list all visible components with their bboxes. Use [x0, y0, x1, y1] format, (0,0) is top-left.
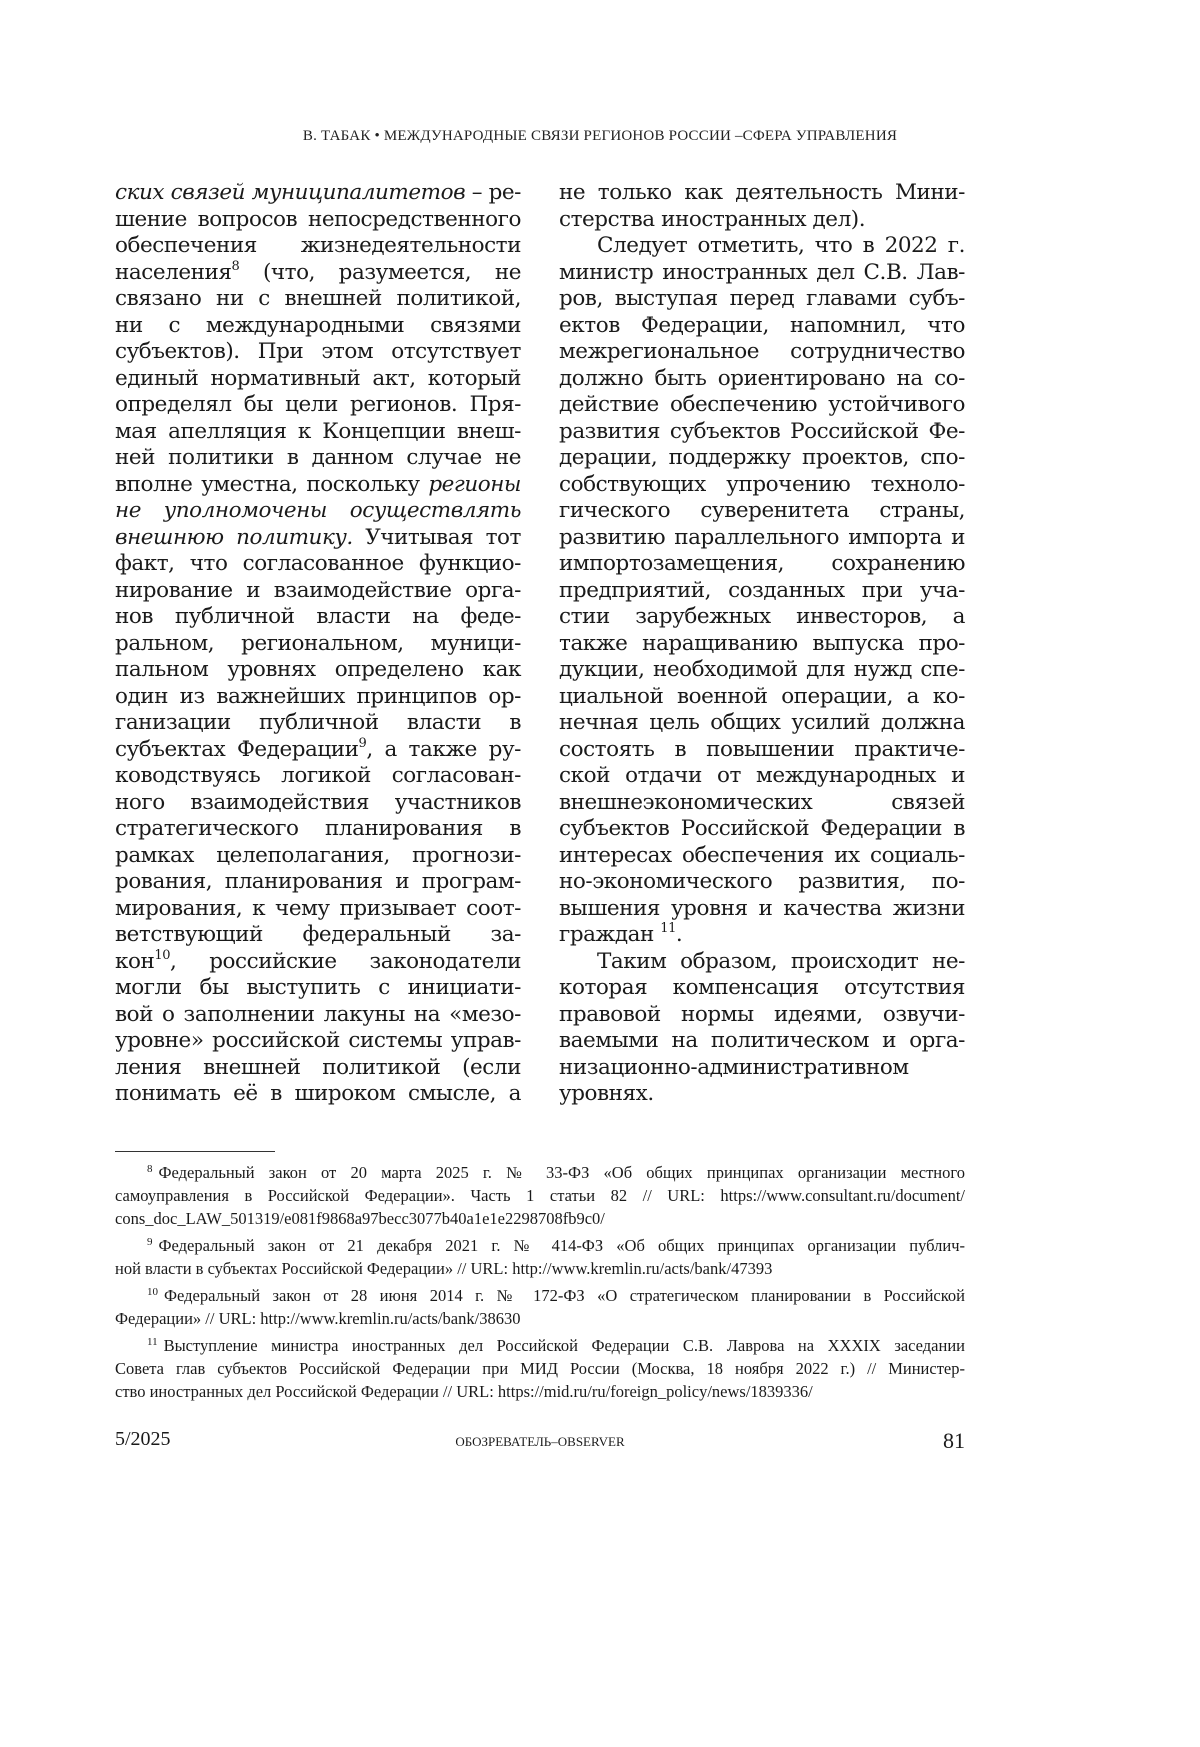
text-line: [559, 657, 965, 684]
text-line: [559, 525, 965, 552]
footnotes: [115, 1161, 965, 1407]
text-line: [559, 233, 965, 260]
text-line: [559, 551, 965, 578]
text-run: субъектов). При этом отсутствует: [115, 339, 521, 364]
left-column: [115, 180, 521, 1108]
text-line: [559, 896, 965, 923]
text-run: единый нормативный акт, который: [115, 366, 521, 391]
text-line: [115, 816, 521, 843]
text-run: ров, выступая перед главами субъ-: [559, 286, 965, 311]
text-run: правовой нормы идеями, озвучи-: [559, 1002, 965, 1027]
text-run: министр иностранных дел С.В. Лав-: [559, 260, 965, 285]
text-line: [115, 366, 521, 393]
text-line: [559, 949, 965, 976]
text-line: [115, 392, 521, 419]
text-run: дукции, необходимой для нужд спе-: [559, 657, 965, 682]
text-run: развитию параллельного импорта и: [559, 525, 965, 550]
text-line: [559, 313, 965, 340]
journal-name: ОБОЗРЕВАТЕЛЬ–OBSERVER: [115, 1434, 965, 1450]
text-run: стерства иностранных дел).: [559, 207, 865, 232]
text-run: стратегического планирования в: [115, 816, 521, 841]
footnote-number: 10: [147, 1286, 158, 1298]
text-line: [559, 975, 965, 1002]
text-line: [115, 233, 521, 260]
page-number: 81: [943, 1428, 965, 1454]
text-line: [559, 366, 965, 393]
footnote-ref: 9: [359, 736, 367, 751]
text-line: [559, 260, 965, 287]
text-line: [559, 286, 965, 313]
text-line: [115, 472, 521, 499]
text-run: населения: [115, 260, 231, 285]
text-run: но-экономического развития, по-: [559, 869, 965, 894]
text-run: факт, что согласованное функцио-: [115, 551, 521, 576]
text-line: [115, 286, 521, 313]
text-line: [115, 896, 521, 923]
text-line: [115, 525, 521, 552]
text-line: [115, 498, 521, 525]
footnote-text: самоуправления в Российской Федерации». Часть 1 статьи 82 // URL: https://www.consultant.ru/document/: [115, 1186, 965, 1205]
text-run: ральном, региональном, муници-: [115, 631, 521, 656]
text-run: субъектов Российской Федерации в: [559, 816, 965, 841]
text-line: [115, 578, 521, 605]
text-line: [559, 1002, 965, 1029]
text-line: [559, 790, 965, 817]
text-run: собствующих упрочению техноло-: [559, 472, 965, 497]
text-line: [559, 843, 965, 870]
text-run: низационно-административном: [559, 1055, 909, 1080]
footnote-number: 9: [147, 1236, 153, 1248]
footnote-line: [115, 1380, 965, 1403]
text-run: связано ни с внешней политикой,: [115, 286, 521, 311]
text-line: [115, 737, 521, 764]
text-line: [115, 551, 521, 578]
text-line: [115, 1081, 521, 1108]
text-run: уровне» российской системы управ-: [115, 1028, 521, 1053]
italic-text: ских связей муниципалитетов: [115, 180, 465, 205]
italic-text: не уполномочены осуществлять: [115, 498, 521, 523]
text-line: [115, 1002, 521, 1029]
italic-text: внешнюю политику.: [115, 525, 353, 550]
text-run: обеспечения жизнедеятельности: [115, 233, 521, 258]
footnote-line: [115, 1307, 965, 1330]
text-line: [559, 207, 965, 234]
issue-number: 5/2025: [115, 1428, 171, 1451]
text-run: межрегиональное сотрудничество: [559, 339, 965, 364]
text-line: [559, 710, 965, 737]
text-run: ководствуясь логикой согласован-: [115, 763, 521, 788]
text-line: [559, 472, 965, 499]
text-line: [559, 737, 965, 764]
footnote-text: ство иностранных дел Российской Федерации // URL: https://mid.ru/ru/foreign_policy/news/1839336/: [115, 1382, 813, 1401]
text-run: пальном уровнях определено как: [115, 657, 521, 682]
text-run: ного взаимодействия участников: [115, 790, 521, 815]
text-run: Учитывая тот: [353, 525, 521, 550]
text-run: предприятий, созданных при уча-: [559, 578, 965, 603]
footnote-line: [115, 1257, 965, 1280]
footnote-ref: 11: [660, 921, 676, 936]
text-run: рамках целеполагания, прогнози-: [115, 843, 521, 868]
text-run: , российские законодатели: [170, 949, 521, 974]
text-run: стии зарубежных инвесторов, а: [559, 604, 965, 629]
text-line: [559, 816, 965, 843]
text-run: Таким образом, происходит не-: [597, 949, 965, 974]
text-run: субъектах Федерации: [115, 737, 359, 762]
text-line: [559, 419, 965, 446]
text-run: граждан: [559, 922, 660, 947]
footnote-line: [115, 1161, 965, 1184]
text-run: ектов Федерации, напомнил, что: [559, 313, 965, 338]
footnote-text: Федеральный закон от 28 июня 2014 г. № 172-ФЗ «О стратегическом планировании в Российской: [164, 1286, 965, 1305]
text-line: [559, 498, 965, 525]
text-run: нирование и взаимодействие орга-: [115, 578, 521, 603]
text-line: [559, 631, 965, 658]
text-run: ней политики в данном случае не: [115, 445, 521, 470]
text-run: – ре-: [465, 180, 521, 205]
text-line: [115, 869, 521, 896]
text-run: определял бы цели регионов. Пря-: [115, 392, 521, 417]
text-line: [115, 684, 521, 711]
text-line: [115, 1055, 521, 1082]
footnote: [115, 1234, 965, 1280]
text-run: дерации, поддержку проектов, спо-: [559, 445, 965, 470]
footnote-line: [115, 1334, 965, 1357]
page-footer: [115, 1428, 965, 1458]
footnote: [115, 1284, 965, 1330]
text-line: [115, 631, 521, 658]
text-line: [115, 710, 521, 737]
text-line: [559, 869, 965, 896]
text-line: [559, 578, 965, 605]
text-run: действие обеспечению устойчивого: [559, 392, 965, 417]
text-line: [115, 604, 521, 631]
text-line: [115, 1028, 521, 1055]
text-line: [115, 657, 521, 684]
text-run: понимать её в широком смысле, а: [115, 1081, 521, 1106]
text-run: ваемыми на политическом и орга-: [559, 1028, 965, 1053]
text-line: [559, 1055, 965, 1082]
text-line: [559, 763, 965, 790]
text-line: [115, 790, 521, 817]
text-run: ни с международными связями: [115, 313, 521, 338]
text-run: могли бы выступить с инициати-: [115, 975, 521, 1000]
text-run: , а также ру-: [366, 737, 521, 762]
text-run: ганизации публичной власти в: [115, 710, 521, 735]
text-line: [115, 180, 521, 207]
right-column: [559, 180, 965, 1108]
text-run: импортозамещения, сохранению: [559, 551, 965, 576]
text-line: [115, 207, 521, 234]
footnote-line: [115, 1284, 965, 1307]
footnote-text: cons_doc_LAW_501319/e081f9868a97becc3077b40a1e1e2298708fb9c0/: [115, 1209, 605, 1228]
text-run: вполне уместна, поскольку: [115, 472, 428, 497]
running-head: В. ТАБАК • МЕЖДУНАРОДНЫЕ СВЯЗИ РЕГИОНОВ РОССИИ –СФЕРА УПРАВЛЕНИЯ: [0, 128, 1200, 145]
text-line: [115, 949, 521, 976]
text-run: (что, разумеется, не: [239, 260, 521, 285]
text-run: нечная цель общих усилий должна: [559, 710, 965, 735]
text-run: шение вопросов непосредственного: [115, 207, 521, 232]
text-run: гического суверенитета страны,: [559, 498, 965, 523]
text-line: [115, 419, 521, 446]
footnote: [115, 1161, 965, 1230]
footnote-text: Совета глав субъектов Российской Федерации при МИД России (Москва, 18 ноября 2022 г.) // Министер-: [115, 1359, 965, 1378]
text-run: рования, планирования и програм-: [115, 869, 521, 894]
text-line: [559, 922, 965, 949]
text-line: [115, 339, 521, 366]
text-run: вышения уровня и качества жизни: [559, 896, 965, 921]
text-run: ской отдачи от международных и: [559, 763, 965, 788]
footnote-number: 8: [147, 1163, 153, 1175]
text-run: .: [676, 922, 682, 947]
footnote-separator: [115, 1151, 275, 1152]
footnote-text: Выступление министра иностранных дел Российской Федерации С.В. Лаврова на XXXIX заседании: [164, 1336, 965, 1355]
footnote-line: [115, 1357, 965, 1380]
text-run: состоять в повышении практиче-: [559, 737, 965, 762]
footnote-ref: 8: [231, 259, 239, 274]
text-line: [115, 260, 521, 287]
text-line: [559, 1028, 965, 1055]
text-line: [559, 604, 965, 631]
footnote-text: Федерации» // URL: http://www.kremlin.ru/acts/bank/38630: [115, 1309, 520, 1328]
footnote-ref: 10: [154, 948, 170, 963]
text-run: Следует отметить, что в 2022 г.: [597, 233, 965, 258]
text-run: которая компенсация отсутствия: [559, 975, 965, 1000]
text-run: интересах обеспечения их социаль-: [559, 843, 965, 868]
text-run: ветствующий федеральный за-: [115, 922, 521, 947]
text-line: [115, 445, 521, 472]
text-line: [115, 763, 521, 790]
text-run: также наращиванию выпуска про-: [559, 631, 965, 656]
text-line: [559, 392, 965, 419]
text-run: нов публичной власти на феде-: [115, 604, 521, 629]
text-run: мая апелляция к Концепции внеш-: [115, 419, 521, 444]
text-run: ления внешней политикой (если: [115, 1055, 521, 1080]
text-run: кон: [115, 949, 154, 974]
footnote-text: Федеральный закон от 21 декабря 2021 г. № 414-ФЗ «Об общих принципах организации публич-: [159, 1236, 966, 1255]
text-line: [115, 922, 521, 949]
footnote-line: [115, 1234, 965, 1257]
text-run: один из важнейших принципов ор-: [115, 684, 521, 709]
footnote: [115, 1334, 965, 1403]
footnote-number: 11: [147, 1336, 158, 1348]
text-run: мирования, к чему призывает соот-: [115, 896, 521, 921]
text-line: [559, 339, 965, 366]
italic-text: регионы: [428, 472, 521, 497]
text-line: [115, 313, 521, 340]
footnote-text: Федеральный закон от 20 марта 2025 г. № 33-ФЗ «Об общих принципах организации местного: [159, 1163, 966, 1182]
text-line: [559, 1081, 965, 1108]
footnote-line: [115, 1184, 965, 1207]
footnote-text: ной власти в субъектах Российской Федерации» // URL: http://www.kremlin.ru/acts/bank/47393: [115, 1259, 772, 1278]
text-run: циальной военной операции, а ко-: [559, 684, 965, 709]
text-line: [559, 180, 965, 207]
text-run: вой о заполнении лакуны на «мезо-: [115, 1002, 521, 1027]
text-line: [115, 975, 521, 1002]
text-run: не только как деятельность Мини-: [559, 180, 965, 205]
text-run: должно быть ориентировано на со-: [559, 366, 965, 391]
text-line: [115, 843, 521, 870]
text-line: [559, 684, 965, 711]
text-run: уровнях.: [559, 1081, 654, 1106]
text-run: внешнеэкономических связей: [559, 790, 965, 815]
footnote-line: [115, 1207, 965, 1230]
text-run: развития субъектов Российской Фе-: [559, 419, 965, 444]
text-line: [559, 445, 965, 472]
